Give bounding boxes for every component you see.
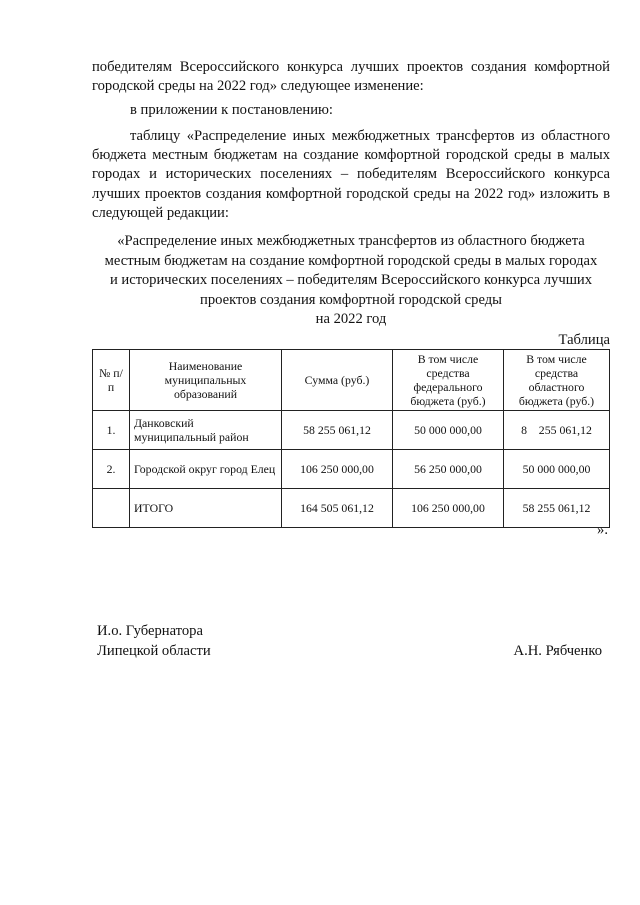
table-title-line: проектов создания комфортной городской среды xyxy=(200,291,502,308)
distribution-table xyxy=(92,349,610,528)
paragraph-table-change: таблицу «Распределение иных межбюджетных трансфертов из областного бюджета местным бюджетам на создание комфортной городской среды в малых городах и исторических поселениях – победителям Всероссийского конкурса лучших проектов создания комфортной городской среды на 2022 год» изложить в следующей редакции: xyxy=(92,128,610,221)
cell-number: 2. xyxy=(93,450,130,489)
cell-regional: 50 000 000,00 xyxy=(504,450,610,489)
cell-federal: 56 250 000,00 xyxy=(393,450,504,489)
total-federal: 106 250 000,00 xyxy=(393,489,504,528)
signatory-name: А.Н. Рябченко xyxy=(513,643,602,659)
table-title xyxy=(92,232,610,330)
table-label: Таблица xyxy=(558,332,610,348)
paragraph-intro: победителям Всероссийского конкурса лучших проектов создания комфортной городской среды на 2022 год» следующее изменение: xyxy=(92,59,610,95)
paragraph-appendix: в приложении к постановлению: xyxy=(130,102,333,118)
table-title-line: и исторических поселениях – победителям Всероссийского конкурса лучших xyxy=(109,272,593,288)
cell-federal: 50 000 000,00 xyxy=(393,411,504,450)
signatory-position-line: Липецкой области xyxy=(97,643,211,659)
cell-sum: 58 255 061,12 xyxy=(282,411,393,450)
signatory-position-line: И.о. Губернатора xyxy=(97,623,203,639)
table-title-line: на 2022 год xyxy=(315,311,387,327)
cell-number: 1. xyxy=(93,411,130,450)
header-federal: В том числе средства федерального бюджета (руб.) xyxy=(393,350,504,411)
cell-name: Данковский муниципальный район xyxy=(130,411,282,450)
total-regional: 58 255 061,12 xyxy=(504,489,610,528)
table-title-line: местным бюджетам на создание комфортной городской среды в малых городах xyxy=(104,252,598,269)
header-sum: Сумма (руб.) xyxy=(282,350,393,411)
cell-sum: 106 250 000,00 xyxy=(282,450,393,489)
total-sum: 164 505 061,12 xyxy=(282,489,393,528)
total-label: ИТОГО xyxy=(130,489,282,528)
table-header-row xyxy=(93,350,610,411)
table-total-row xyxy=(93,489,610,528)
cell-number-empty xyxy=(93,489,130,528)
closing-quote: ». xyxy=(597,522,608,538)
header-regional: В том числе средства областного бюджета (руб.) xyxy=(504,350,610,411)
header-number: № п/п xyxy=(93,350,130,411)
cell-regional: 8 255 061,12 xyxy=(504,411,610,450)
table-row xyxy=(93,411,610,450)
table-row xyxy=(93,450,610,489)
table-title-line: «Распределение иных межбюджетных трансфертов из областного бюджета xyxy=(117,233,585,249)
cell-name: Городской округ город Елец xyxy=(130,450,282,489)
signatory-position xyxy=(97,621,211,661)
header-name: Наименование муниципальных образований xyxy=(130,350,282,411)
